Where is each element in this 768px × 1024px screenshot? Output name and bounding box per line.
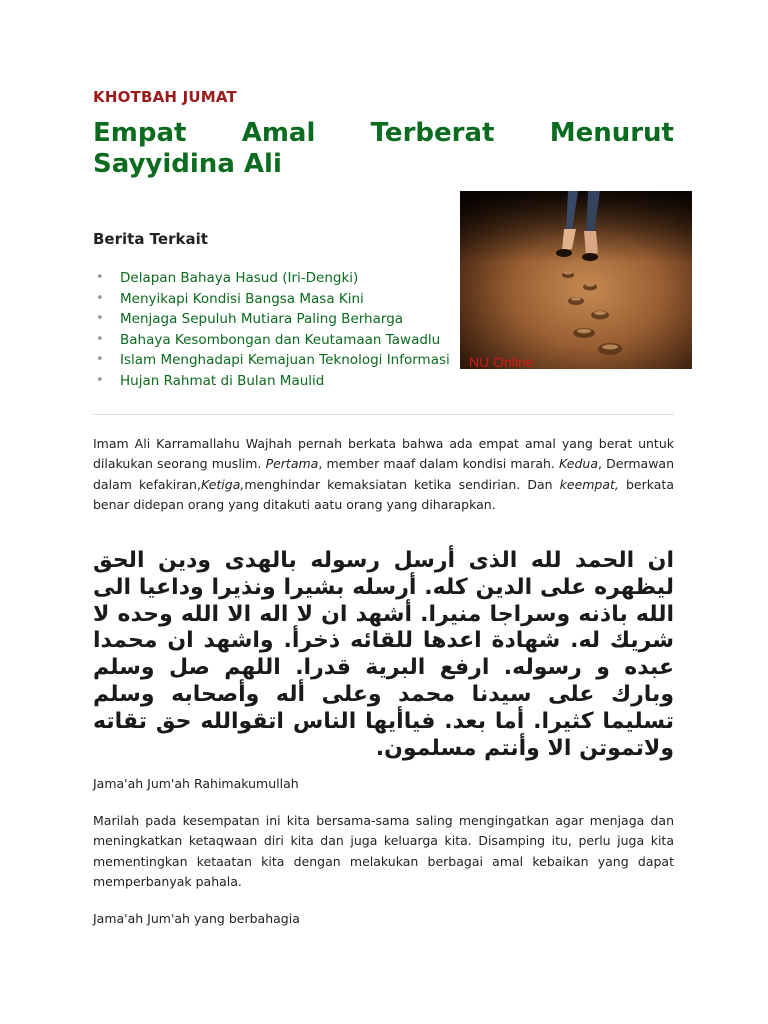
related-news-item[interactable]: [93, 371, 674, 392]
article-category: KHOTBAH JUMAT: [93, 88, 237, 106]
related-news-item[interactable]: [93, 330, 448, 351]
intro-emphasis: keempat,: [559, 476, 619, 492]
related-news-link[interactable]: Menjaga Sepuluh Mutiara Paling Berharga: [120, 311, 404, 327]
intro-paragraph: [93, 434, 674, 515]
intro-text: berkata benar didepan orang yang ditakuti aatu orang yang diharapkan.: [93, 476, 674, 512]
intro-emphasis: Ketiga,: [200, 476, 245, 492]
intro-text: , member maaf dalam kondisi marah.: [318, 456, 560, 472]
arabic-opening-prayer: ان الحمد لله الذى أرسل رسوله بالهدى ودين الحق ليظهره على الدين كله. أرسله بشيرا ونذيرا وداعيا الى الله باذنه وسراجا منيرا. أشهد ان لا اله الا الله وحده لا شريك له. شهادة اعدها للقائه ذخرأ. واشهد ان محمدا عبده و رسوله. ارفع البرية قدرا. اللهم صل وسلم وبارك على سيدنا محمد وعلى أله وأصحابه وسلم تسليما كثيرا. أما بعد. فياأيها الناس اتقوالله حق تقاته ولاتموتن الا وأنتم مسلمون.: [93, 548, 674, 761]
intro-text: , Dermawan dalam kefakiran,: [93, 456, 675, 492]
related-news-heading: Berita Terkait: [93, 230, 208, 248]
salutation: Jama'ah Jum'ah yang berbahagia: [93, 911, 300, 926]
bullet-icon: •: [96, 331, 104, 347]
bullet-icon: •: [96, 270, 104, 285]
bullet-icon: •: [96, 290, 104, 306]
related-news-item[interactable]: [93, 268, 674, 289]
related-news-list: [93, 268, 674, 391]
intro-text: Imam Ali Karramallahu Wajhah pernah berkata bahwa ada empat amal yang berat untuk dilakukan seorang muslim.: [93, 436, 674, 472]
related-news-item[interactable]: [93, 350, 674, 371]
related-news-link[interactable]: Bahaya Kesombongan dan Keutamaan Tawadlu: [120, 331, 441, 348]
related-news-item[interactable]: [93, 289, 674, 310]
body-paragraph: Marilah pada kesempatan ini kita bersama-sama saling mengingatkan agar menjaga dan meningkatkan ketaqwaan diri kita dan juga keluarga kita. Disamping itu, perlu juga kita mementingkan ketaatan kita dengan melakukan berbagai amal kebaikan yang dapat memperbanyak pahala.: [93, 813, 674, 889]
image-watermark: NU Online: [469, 354, 534, 369]
intro-emphasis: Kedua: [559, 456, 599, 472]
intro-text: menghindar kemaksiatan ketika sendirian. Dan: [244, 476, 560, 492]
salutation: Jama'ah Jum'ah Rahimakumullah: [93, 776, 299, 791]
bullet-icon: •: [96, 311, 104, 326]
bullet-icon: •: [96, 352, 104, 367]
related-news-link[interactable]: Delapan Bahaya Hasud (Iri-Dengki): [120, 270, 359, 286]
related-news-link[interactable]: Hujan Rahmat di Bulan Maulid: [120, 372, 325, 389]
article-title: Empat Amal Terberat Menurut Sayyidina Ali: [93, 118, 674, 179]
section-divider: [93, 414, 674, 415]
related-news-link[interactable]: Menyikapi Kondisi Bangsa Masa Kini: [120, 290, 364, 307]
related-news-link[interactable]: Islam Menghadapi Kemajuan Teknologi Informasi: [120, 352, 450, 368]
intro-emphasis: Pertama: [265, 456, 319, 472]
related-news-item[interactable]: [93, 309, 674, 330]
bullet-icon: •: [96, 372, 104, 388]
